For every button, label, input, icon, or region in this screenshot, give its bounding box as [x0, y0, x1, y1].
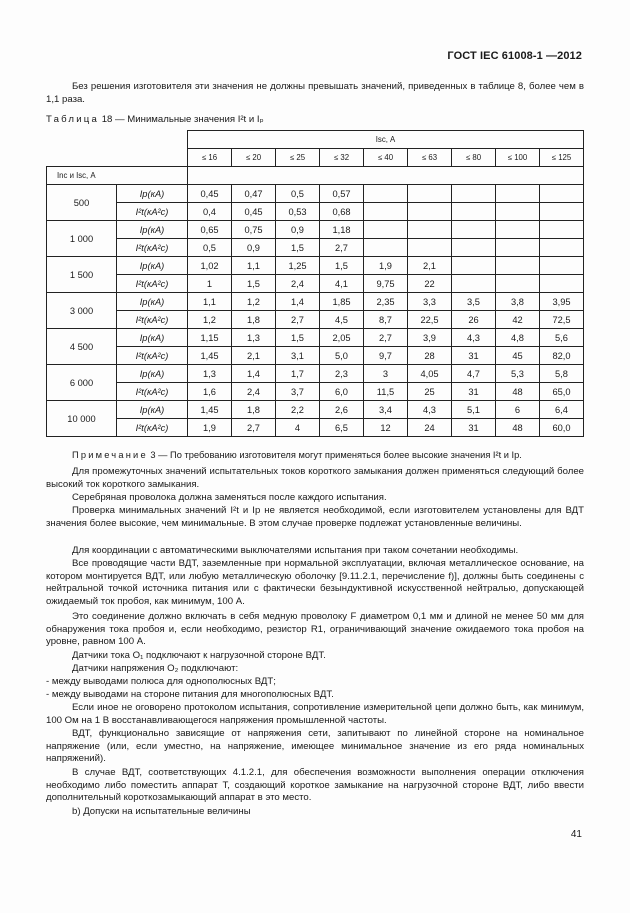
table-caption-title: — Минимальные значения I²t и Iₚ	[115, 114, 264, 125]
value-cell	[540, 239, 584, 257]
value-cell	[364, 185, 408, 203]
value-cell	[496, 185, 540, 203]
value-cell: 25	[408, 383, 452, 401]
value-cell	[408, 239, 452, 257]
paragraph-4: Для координации с автоматическими выключателями испытания при таком сочетании необходимы.	[72, 545, 519, 556]
value-cell: 22,5	[408, 311, 452, 329]
value-cell	[364, 221, 408, 239]
paragraph-1: Для промежуточных значений испытательных токов короткого замыкания должен применяться следующий более высокий ток короткого замыкания.	[46, 466, 584, 490]
value-cell: 31	[452, 383, 496, 401]
current-cell: 4 500	[47, 329, 117, 365]
value-cell	[540, 185, 584, 203]
value-cell: 1,45	[188, 401, 232, 419]
value-cell: 0,4	[188, 203, 232, 221]
col-header: ≤ 32	[320, 149, 364, 167]
value-cell: 9,75	[364, 275, 408, 293]
current-cell: 500	[47, 185, 117, 221]
value-cell: 1,6	[188, 383, 232, 401]
paragraph-2: Серебряная проволока должна заменяться после каждого испытания.	[72, 492, 387, 503]
value-cell: 2,1	[408, 257, 452, 275]
value-cell	[452, 185, 496, 203]
value-cell: 1,85	[320, 293, 364, 311]
value-cell: 2,35	[364, 293, 408, 311]
page-number: 41	[570, 829, 582, 840]
col-header: ≤ 80	[452, 149, 496, 167]
param-cell: I²t(кA²c)	[117, 347, 188, 365]
value-cell: 0,57	[320, 185, 364, 203]
value-cell: 1,25	[276, 257, 320, 275]
value-cell: 2,7	[276, 311, 320, 329]
value-cell	[408, 203, 452, 221]
param-cell: Ip(кA)	[117, 401, 188, 419]
value-cell: 5,0	[320, 347, 364, 365]
value-cell	[540, 275, 584, 293]
param-cell: Ip(кA)	[117, 365, 188, 383]
value-cell	[364, 203, 408, 221]
value-cell	[496, 275, 540, 293]
value-cell	[452, 203, 496, 221]
value-cell: 0,45	[188, 185, 232, 203]
value-cell: 2,4	[232, 383, 276, 401]
value-cell: 8,7	[364, 311, 408, 329]
param-cell: I²t(кA²c)	[117, 239, 188, 257]
value-cell: 0,9	[232, 239, 276, 257]
table-row	[47, 365, 584, 383]
paragraph-11: Если иное не оговорено протоколом испытания, сопротивление измерительной цепи должно быть, как минимум, 100 Ом на 1 В восстанавливающегося напряжения промышленной частоты.	[46, 702, 584, 726]
value-cell: 1,8	[232, 311, 276, 329]
param-cell: I²t(кA²c)	[117, 419, 188, 437]
value-cell: 1,1	[232, 257, 276, 275]
value-cell: 3,4	[364, 401, 408, 419]
value-cell: 22	[408, 275, 452, 293]
paragraph-6: Это соединение должно включать в себя медную проволоку F диаметром 0,1 мм и длиной не менее 50 мм для обнаружения тока пробоя и, если необходимо, резистор R1, ограничивающий значение ожидаемого тока пробоя на уровне, равном 100 А.	[46, 611, 584, 648]
value-cell: 31	[452, 419, 496, 437]
value-cell: 28	[408, 347, 452, 365]
current-cell: 6 000	[47, 365, 117, 401]
param-cell: Ip(кA)	[117, 185, 188, 203]
value-cell: 48	[496, 383, 540, 401]
value-cell	[408, 185, 452, 203]
value-cell: 4,3	[452, 329, 496, 347]
value-cell: 0,5	[188, 239, 232, 257]
value-cell	[540, 221, 584, 239]
value-cell: 3,8	[496, 293, 540, 311]
header-spacer	[188, 167, 584, 185]
paragraph-5: Все проводящие части ВДТ, заземленные при нормальной эксплуатации, включая металлическое основание, на котором монтируется ВДТ, или любую металлическую оболочку [9.11.2.1, перечисление f)], должны быть соединены с нейтральной точкой источника питания или с фактически безындуктивной искусственной нейтралью, допускающей ожидаемый ток пробоя, как минимум, 100 А.	[46, 558, 584, 607]
col-header: ≤ 63	[408, 149, 452, 167]
param-cell: I²t(кA²c)	[117, 383, 188, 401]
col-header: ≤ 20	[232, 149, 276, 167]
value-cell	[496, 221, 540, 239]
table-caption-label: Таблица	[46, 114, 100, 125]
col-header: ≤ 16	[188, 149, 232, 167]
value-cell: 4,7	[452, 365, 496, 383]
note-label: Примечание	[72, 450, 148, 460]
table-row	[47, 401, 584, 419]
document-code: ГОСТ IEC 61008-1 —2012	[447, 50, 582, 62]
param-cell: Ip(кA)	[117, 221, 188, 239]
value-cell: 1,7	[276, 365, 320, 383]
current-cell: 10 000	[47, 401, 117, 437]
intro-paragraph: Без решения изготовителя эти значения не должны превышать значений, приведенных в таблице 8, более чем в 1,1 раза.	[46, 81, 584, 105]
value-cell: 1,9	[188, 419, 232, 437]
row-header: Inc и Isc, А	[47, 167, 188, 185]
value-cell	[540, 257, 584, 275]
value-cell: 2,7	[232, 419, 276, 437]
min-values-table	[46, 130, 584, 437]
value-cell	[364, 239, 408, 257]
paragraph-10: - между выводами на стороне питания для многополюсных ВДТ.	[46, 689, 334, 700]
value-cell: 60,0	[540, 419, 584, 437]
value-cell: 9,7	[364, 347, 408, 365]
value-cell: 6,0	[320, 383, 364, 401]
value-cell: 3,95	[540, 293, 584, 311]
value-cell: 1,8	[232, 401, 276, 419]
paragraph-9: - между выводами полюса для однополюсных ВДТ;	[46, 676, 276, 687]
col-header: ≤ 25	[276, 149, 320, 167]
value-cell	[496, 203, 540, 221]
param-cell: Ip(кA)	[117, 293, 188, 311]
value-cell	[452, 257, 496, 275]
value-cell: 5,1	[452, 401, 496, 419]
value-cell: 2,1	[232, 347, 276, 365]
value-cell: 2,7	[364, 329, 408, 347]
value-cell: 72,5	[540, 311, 584, 329]
value-cell: 6,5	[320, 419, 364, 437]
value-cell: 3,7	[276, 383, 320, 401]
value-cell: 3,3	[408, 293, 452, 311]
value-cell: 1,4	[276, 293, 320, 311]
value-cell: 3,1	[276, 347, 320, 365]
value-cell: 4,3	[408, 401, 452, 419]
value-cell: 4,1	[320, 275, 364, 293]
table-row	[47, 203, 584, 221]
paragraph-14: b) Допуски на испытательные величины	[72, 806, 251, 817]
value-cell: 2,2	[276, 401, 320, 419]
current-cell: 3 000	[47, 293, 117, 329]
value-cell: 0,53	[276, 203, 320, 221]
value-cell: 1,5	[232, 275, 276, 293]
corner-cell-2	[117, 131, 188, 167]
table-row	[47, 257, 584, 275]
value-cell: 0,65	[188, 221, 232, 239]
value-cell: 2,6	[320, 401, 364, 419]
value-cell: 31	[452, 347, 496, 365]
paragraph-3: Проверка минимальных значений I²t и Ip не является необходимой, если изготовителем установлены для ВДТ значения более высокие, чем минимальные. В этом случае проверке подлежат установленные величины.	[46, 505, 584, 529]
value-cell: 1,15	[188, 329, 232, 347]
value-cell: 4,8	[496, 329, 540, 347]
value-cell: 1	[188, 275, 232, 293]
corner-cell	[47, 131, 117, 167]
value-cell	[496, 257, 540, 275]
value-cell: 0,68	[320, 203, 364, 221]
value-cell: 5,8	[540, 365, 584, 383]
value-cell: 0,75	[232, 221, 276, 239]
param-cell: Ip(кA)	[117, 257, 188, 275]
value-cell: 4	[276, 419, 320, 437]
current-cell: 1 500	[47, 257, 117, 293]
value-cell: 65,0	[540, 383, 584, 401]
value-cell: 0,5	[276, 185, 320, 203]
table-row	[47, 275, 584, 293]
value-cell: 42	[496, 311, 540, 329]
param-cell: Ip(кA)	[117, 329, 188, 347]
value-cell: 1,02	[188, 257, 232, 275]
col-group-header: Isc, А	[188, 131, 584, 149]
value-cell: 5,6	[540, 329, 584, 347]
value-cell: 0,45	[232, 203, 276, 221]
value-cell: 11,5	[364, 383, 408, 401]
value-cell: 1,3	[188, 365, 232, 383]
value-cell: 1,9	[364, 257, 408, 275]
paragraph-8: Датчики напряжения O₂ подключают:	[72, 663, 239, 674]
value-cell: 3	[364, 365, 408, 383]
table-caption	[46, 114, 264, 126]
table-row	[47, 419, 584, 437]
param-cell: I²t(кA²c)	[117, 203, 188, 221]
note-text: 3 — По требованию изготовителя могут применяться более высокие значения I²t и Ip.	[150, 450, 522, 460]
value-cell: 1,1	[188, 293, 232, 311]
value-cell: 2,7	[320, 239, 364, 257]
value-cell: 45	[496, 347, 540, 365]
value-cell: 6,4	[540, 401, 584, 419]
value-cell	[452, 221, 496, 239]
col-header: ≤ 40	[364, 149, 408, 167]
value-cell: 4,05	[408, 365, 452, 383]
value-cell: 1,4	[232, 365, 276, 383]
value-cell: 1,5	[276, 329, 320, 347]
value-cell: 1,5	[276, 239, 320, 257]
value-cell: 1,45	[188, 347, 232, 365]
value-cell: 0,47	[232, 185, 276, 203]
table-row	[47, 185, 584, 203]
value-cell: 3,9	[408, 329, 452, 347]
table-row	[47, 293, 584, 311]
value-cell: 6	[496, 401, 540, 419]
value-cell: 1,18	[320, 221, 364, 239]
value-cell: 5,3	[496, 365, 540, 383]
value-cell	[452, 239, 496, 257]
table-row	[47, 221, 584, 239]
value-cell: 12	[364, 419, 408, 437]
table-row	[47, 311, 584, 329]
value-cell: 24	[408, 419, 452, 437]
value-cell	[496, 239, 540, 257]
value-cell	[452, 275, 496, 293]
table-row	[47, 329, 584, 347]
value-cell: 2,4	[276, 275, 320, 293]
value-cell: 4,5	[320, 311, 364, 329]
value-cell: 1,2	[188, 311, 232, 329]
value-cell: 1,5	[320, 257, 364, 275]
value-cell	[408, 221, 452, 239]
param-cell: I²t(кA²c)	[117, 275, 188, 293]
paragraph-12: ВДТ, функционально зависящие от напряжения сети, запитывают по линейной стороне на номинальное напряжение (или, если уместно, на напряжение, имеющее минимальное значение из его ряда номинальных напряжений).	[46, 728, 584, 765]
value-cell: 26	[452, 311, 496, 329]
value-cell: 3,5	[452, 293, 496, 311]
value-cell: 1,2	[232, 293, 276, 311]
value-cell	[540, 203, 584, 221]
table-caption-number: 18	[101, 114, 113, 125]
value-cell: 2,3	[320, 365, 364, 383]
table-note	[46, 449, 584, 461]
table-row	[47, 347, 584, 365]
value-cell: 1,3	[232, 329, 276, 347]
paragraph-7: Датчики тока O₁ подключают к нагрузочной стороне ВДТ.	[72, 650, 326, 661]
value-cell: 48	[496, 419, 540, 437]
paragraph-13: В случае ВДТ, соответствующих 4.1.2.1, для обеспечения возможности выполнения операции отключения необходимо либо поместить аппарат Т, создающий короткое замыкание на нагрузочной стороне ВДТ, либо ввести дополнительный короткозамыкающий аппарат в это место.	[46, 767, 584, 804]
current-cell: 1 000	[47, 221, 117, 257]
param-cell: I²t(кA²c)	[117, 311, 188, 329]
value-cell: 82,0	[540, 347, 584, 365]
col-header: ≤ 100	[496, 149, 540, 167]
value-cell: 2,05	[320, 329, 364, 347]
value-cell: 0,9	[276, 221, 320, 239]
col-header: ≤ 125	[540, 149, 584, 167]
table-row	[47, 239, 584, 257]
table-row	[47, 383, 584, 401]
